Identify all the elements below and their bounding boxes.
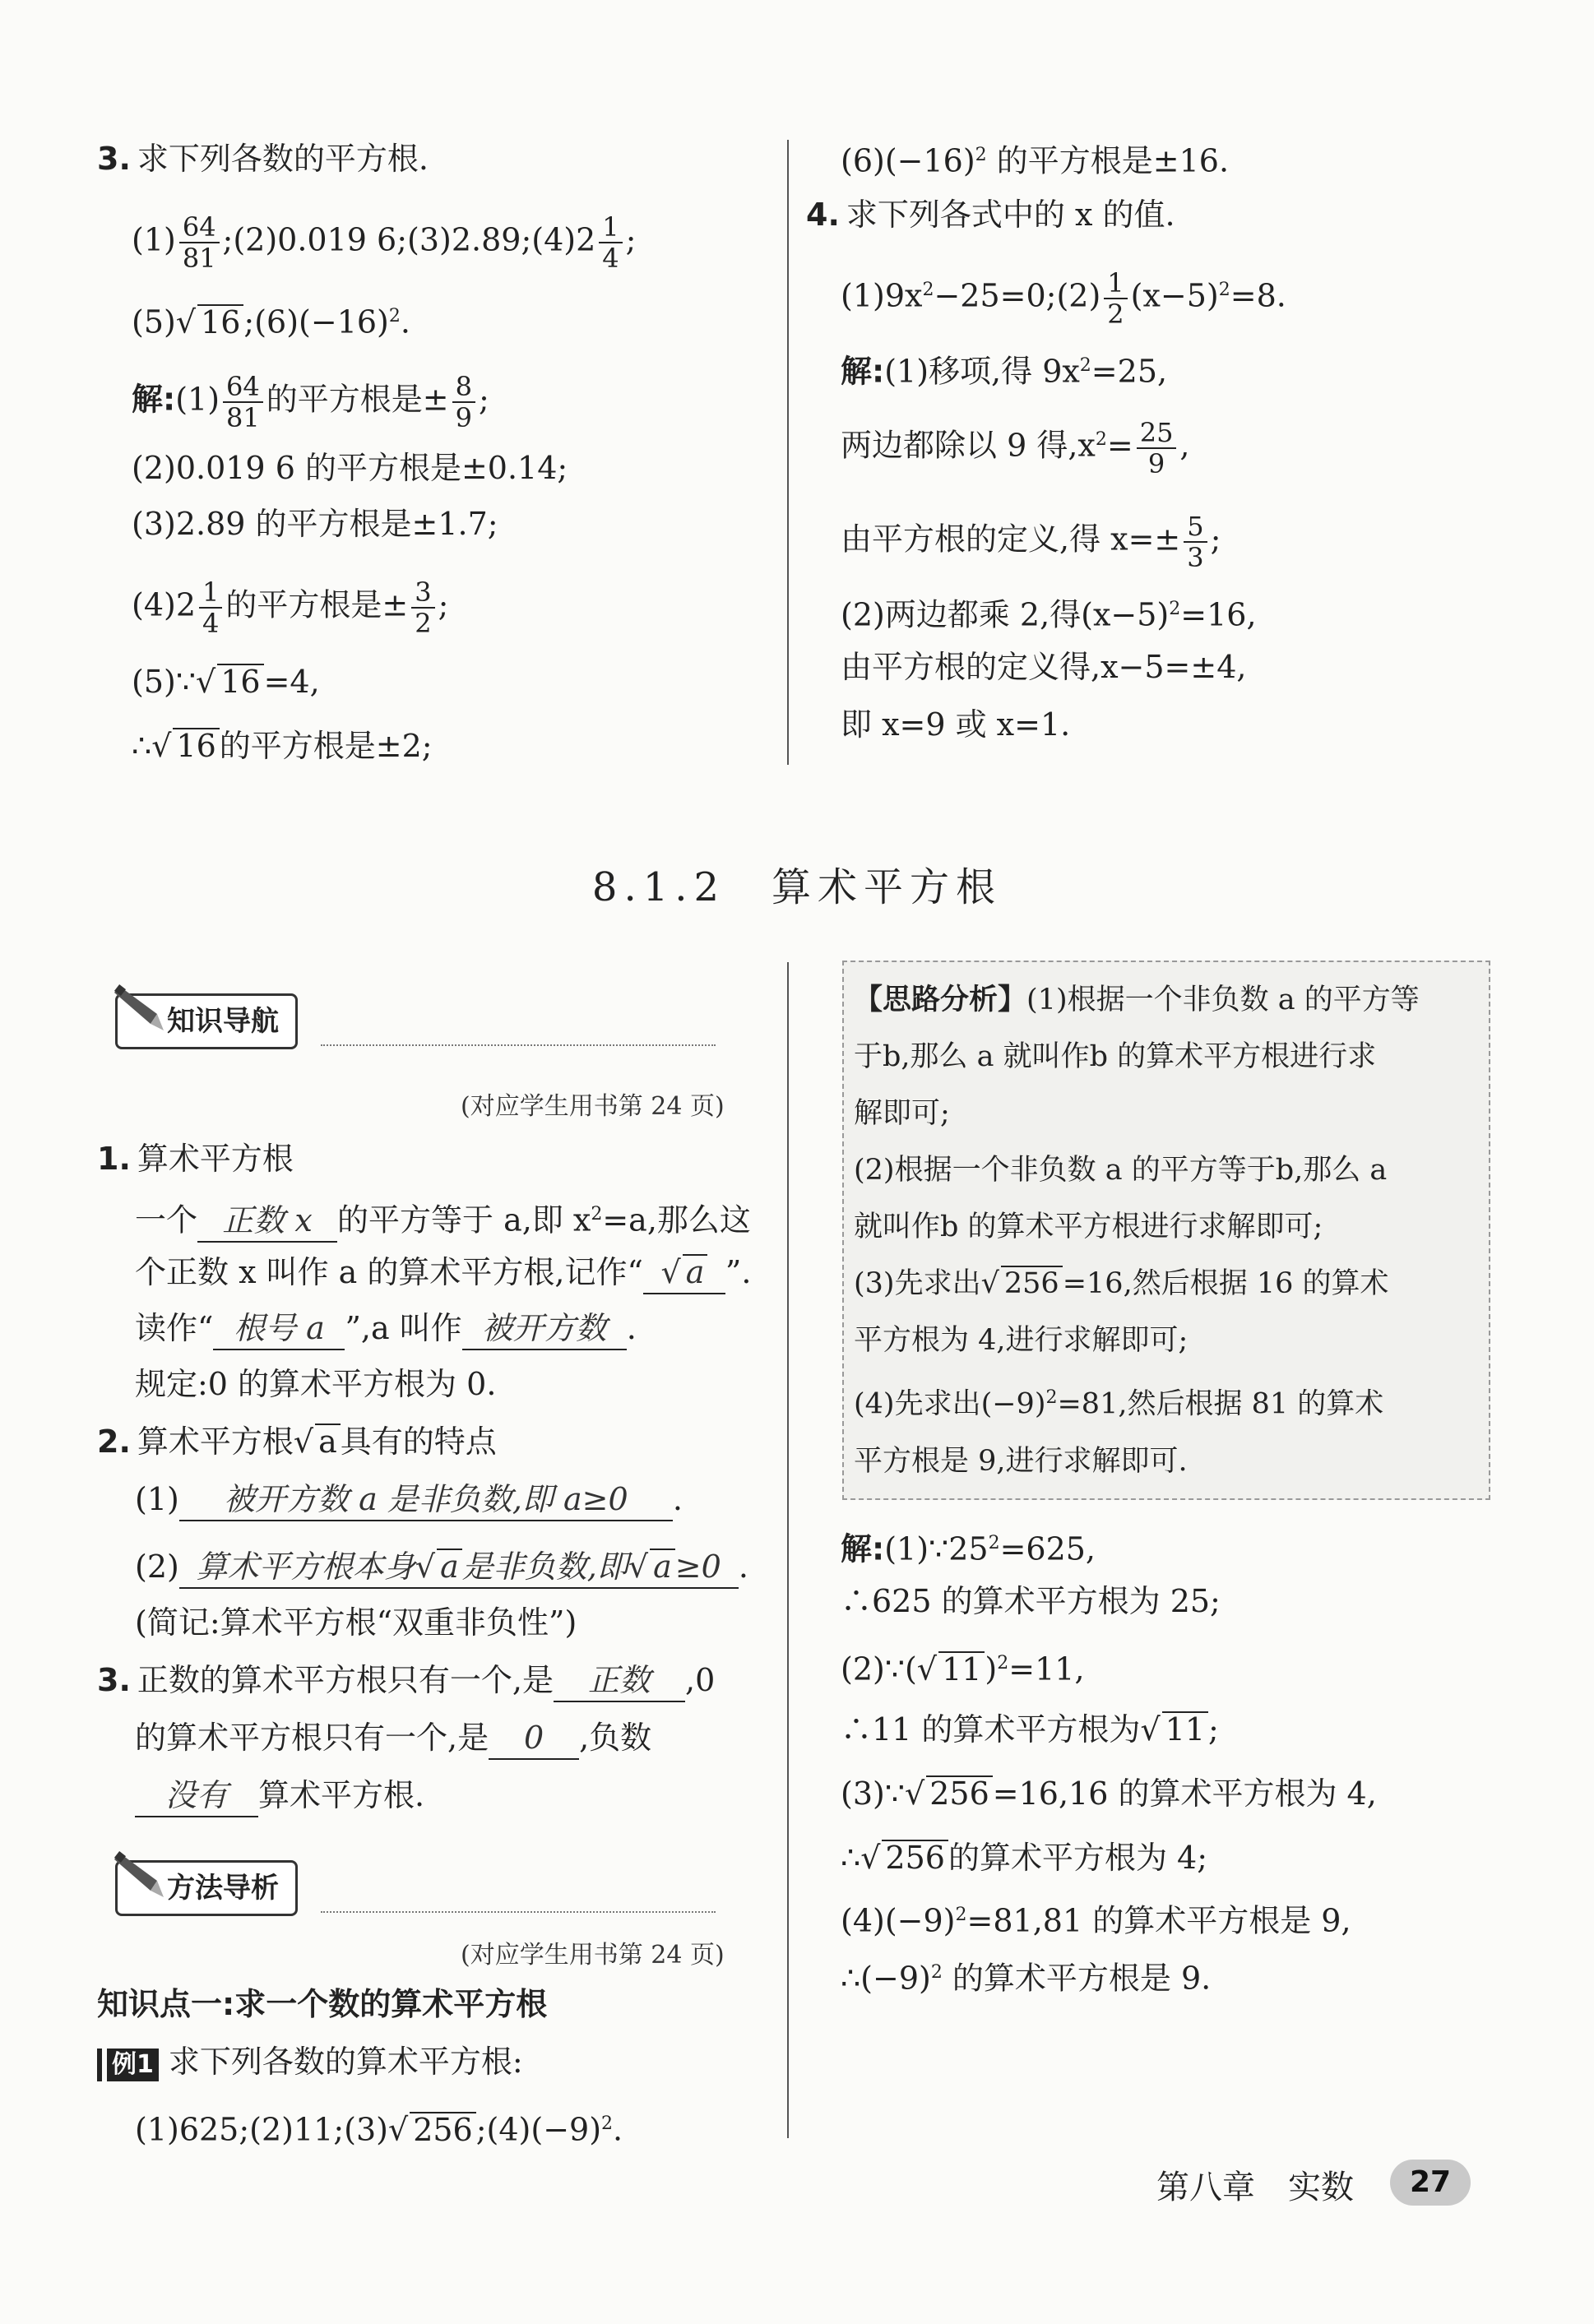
q4-solution-4: (2)两边都乘 2,得$(x-5)^2=16$, [841,596,1257,633]
q4-solution-2: 两边都除以 9 得$,x^2=$ $\frac{25}{9}$ , [841,417,1190,479]
fraction: $\frac{8}{9}$ [452,372,475,433]
question-4 [806,194,1175,235]
fraction: $\frac{3}{2}$ [411,577,434,638]
example-1: 例1 求下列各数的算术平方根: [97,2041,523,2082]
q4-solution-3: 由平方根的定义,得 x=± $\frac{5}{3}$ ; [841,511,1221,573]
example-solution-1: 解$:(1)\because 25^2=625$, [841,1530,1096,1567]
fraction: $\frac{1}{4}$ [599,212,622,273]
example-solution-4: ∴11 的算术平方根为√ 11 ; [841,1711,1219,1748]
knowledge-2-title: 2. 算术平方根√ a 具有的特点 [97,1424,497,1460]
page-number: 27 [1390,2160,1471,2206]
fraction: $\frac{64}{81}$ [179,212,220,273]
knowledge-2-line-2: (2) 算术平方根本身√ a 是非负数,即√ a ≥0 . [135,1546,748,1589]
analysis-box: 【思路分析】(1)根据一个非负数 a 的平方等 于b,那么 a 就叫作b 的算术平方根进行求 解即可; (2)根据一个非负数 a 的平方等于b,那么 a 就叫作b 的算术平方根进行求解即可; (3)先求出√ 256 =16,然后根据 16 的算术 平方根为 4,进行求解即可; (4)先求出$(-9)^2=81$,然后根据 81 的算术 平方根是 9,进行求解即可. [842,961,1490,1500]
solution-5b: ∴√ 16 的平方根是±2; [132,728,433,764]
solution-6: $(6)(-16)^2$ 的平方根是±16. [841,142,1230,179]
solution-label: 解: [841,353,885,390]
fill-blank-answer: √ a [643,1252,725,1294]
question-title: 求下列各数的平方根. [137,141,429,177]
fill-blank-answer: 被开方数 [462,1308,627,1350]
q4-solution-1: 解:(1)移项,得 $9x^2=25$, [841,353,1168,390]
fraction: $\frac{1}{4}$ [199,577,222,638]
q4-solution-5: 由平方根的定义得,x−5=±4, [841,649,1247,685]
knowledge-nav-tag [115,993,298,1049]
pencil-icon [113,1848,165,1900]
example-solution-2: ∴625 的算术平方根为 25; [841,1583,1221,1619]
analysis-label: 【思路分析】 [854,984,1027,1016]
knowledge-1-line-2: 个正数 x 叫作 a 的算术平方根,记作“ √ a ”. [135,1252,751,1294]
question-number: 4. [806,197,840,233]
solution-5: (5)∵√ 16 =4, [132,664,320,700]
question-title: 求下列各式中的 x 的值. [846,197,1175,233]
pencil-icon [113,981,165,1034]
fraction: $\frac{64}{81}$ [223,372,263,433]
fraction: $\frac{5}{3}$ [1184,512,1207,572]
column-divider [787,962,789,2138]
example-solution-3: (2)∵(√ 11 )$^2$=11, [841,1650,1085,1687]
fill-blank-answer: 算术平方根本身√ a 是非负数,即√ a ≥0 [179,1546,739,1589]
knowledge-1-title: 1. 算术平方根 [97,1141,294,1177]
reference-note: (对应学生用书第 24 页) [461,1941,725,1970]
section-title: 8.1.2 算术平方根 [591,864,1003,910]
example-solution-5: (3)∵√ 256 =16,16 的算术平方根为 4, [841,1775,1377,1812]
tag-rule [321,1044,716,1046]
fill-blank-answer: 0 [489,1717,579,1760]
example-solution-7: $(4)(-9)^2=81,81$ 的算术平方根是 9, [841,1902,1351,1939]
example-solution-8: $\therefore(-9)^2$ 的算术平方根是 9. [841,1960,1212,1997]
question-3 [97,138,429,179]
knowledge-point-title: 知识点一:求一个数的算术平方根 [97,1986,548,2022]
solution-3: (3)2.89 的平方根是±1.7; [132,506,498,542]
knowledge-1-line-3: 读作“ 根号 a ”,a 叫作 被开方数 . [135,1308,637,1350]
fraction: $\frac{25}{9}$ [1137,418,1177,479]
example-solution-6: ∴√ 256 的算术平方根为 4; [841,1840,1207,1876]
knowledge-2-line-3: (简记:算术平方根“双重非负性”) [135,1604,577,1641]
sqrt-radicand: 16 [173,728,219,762]
sqrt-radicand: 16 [217,664,263,698]
fill-blank-answer: 根号 a [213,1308,345,1350]
tag-label: 知识导航 [167,1005,279,1038]
example-1-items: (1)625;(2)11;(3)√ 256 $;(4)(-9)^2$. [135,2111,623,2148]
question-4-items: $(1)9x^2-25=0;(2)$ $\frac{1}{2}$ $(x-5)^2=8$. [841,267,1286,330]
fill-blank-answer: 正数 x [197,1200,337,1243]
solution-label: 解: [841,1530,885,1567]
example-badge: 例1 [107,2049,159,2081]
column-divider [787,140,789,765]
tag-rule [321,1911,716,1913]
solution-1: 解:(1) $\frac{64}{81}$ 的平方根是± $\frac{8}{9}$ ; [132,371,489,433]
knowledge-2-line-1: (1) 被开方数 a 是非负数,即 a≥0 . [135,1479,683,1521]
fraction: $\frac{1}{2}$ [1104,268,1127,329]
solution-4: (4)2 $\frac{1}{4}$ 的平方根是± $\frac{3}{2}$ ; [132,576,449,639]
question-number: 3. [97,141,131,177]
knowledge-3-line-3: 没有 算术平方根. [135,1775,424,1817]
knowledge-1-line-1: 一个 正数 x 的平方等于 a,即 $x^2=a$,那么这 [135,1194,751,1243]
fill-blank-answer: 被开方数 a 是非负数,即 a≥0 [179,1479,673,1521]
method-nav-tag [115,1860,298,1916]
solution-label: 解: [132,381,176,418]
fill-blank-answer: 没有 [135,1775,258,1817]
chapter-footer: 第八章 实数 [1156,2169,1354,2206]
tag-label: 方法导析 [167,1872,279,1905]
fill-blank-answer: 正数 [554,1660,685,1702]
solution-2: (2)0.019 6 的平方根是±0.14; [132,450,568,486]
question-3-items-b: (5)√ 16 $;(6)(-16)^2$. [132,303,410,340]
knowledge-1-line-4: 规定:0 的算术平方根为 0. [135,1366,497,1402]
knowledge-3-line-2: 的算术平方根只有一个,是 0 ,负数 [135,1717,651,1760]
reference-note: (对应学生用书第 24 页) [461,1092,725,1121]
knowledge-3-line-1: 3. 正数的算术平方根只有一个,是 正数 ,0 [97,1660,715,1702]
sqrt-radicand: 16 [197,304,243,339]
q4-solution-6: 即 x=9 或 x=1. [841,706,1071,743]
question-3-items-a: (1) $\frac{64}{81}$ ;(2)0.019 6;(3)2.89;(4)2 $\frac{1}{4}$ ; [132,211,637,274]
